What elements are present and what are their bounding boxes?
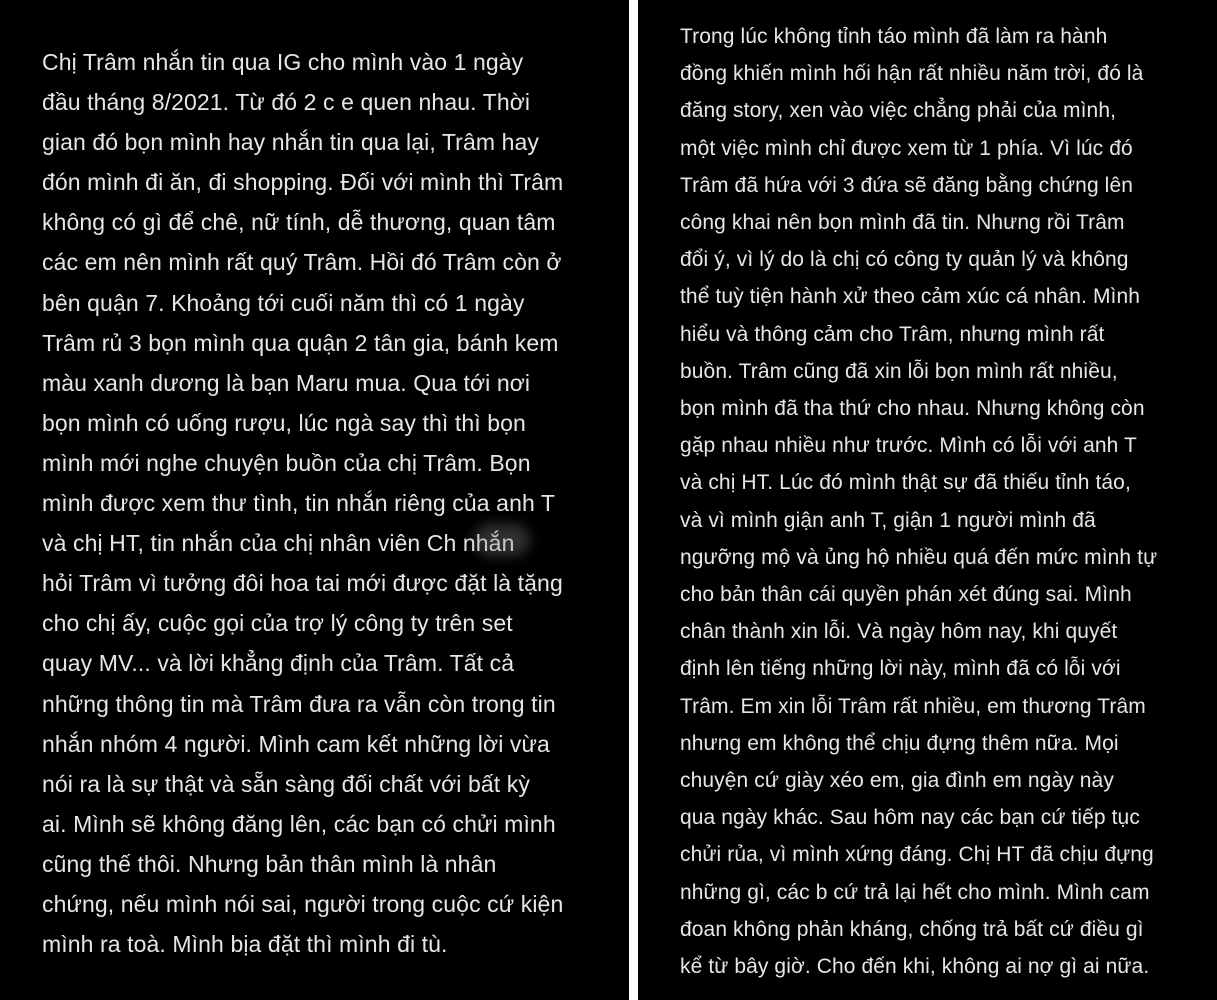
text-line: cho chị ấy, cuộc gọi của trợ lý công ty trên set [42,610,513,637]
text-line: gặp nhau nhiều như trước. Mình có lỗi với anh T [680,434,1137,458]
text-line: và chị HT. Lúc đó mình thật sự đã thiếu tỉnh táo, [680,471,1131,495]
text-line: ai. Mình sẽ không đăng lên, các bạn có chửi mình [42,810,556,837]
text-line: chứng, nếu mình nói sai, người trong cuộc cứ kiện [42,890,564,917]
text-line: nhưng em không thể chịu đựng thêm nữa. Mọi [680,731,1119,755]
text-line: mình mới nghe chuyện buồn của chị Trâm. Bọn [42,449,531,476]
text-line: Trâm rủ 3 bọn mình qua quận 2 tân gia, bánh kem [42,329,559,356]
text-line: các em nên mình rất quý Trâm. Hồi đó Trâm còn ở [42,249,562,276]
text-line: nói ra là sự thật và sẵn sàng đối chất với bất kỳ [42,770,530,797]
text-line: đồng khiến mình hối hận rất nhiều năm trời, đó là [680,62,1144,86]
text-line: chửi rủa, vì mình xứng đáng. Chị HT đã chịu đựng [680,843,1154,867]
text-line: một việc mình chỉ được xem từ 1 phía. Vì lúc đó [680,136,1133,160]
text-line: đầu tháng 8/2021. Từ đó 2 c e quen nhau. Thời [42,89,531,116]
text-line: không có gì để chê, nữ tính, dễ thương, quan tâm [42,209,556,236]
text-line: ngưỡng mộ và ủng hộ nhiều quá đến mức mình tự [680,545,1158,569]
text-line: đoan không phản kháng, chống trả bất cứ điều gì [680,917,1144,941]
text-line: định lên tiếng những lời này, mình đã có lỗi với [680,657,1121,681]
text-line: màu xanh dương là bạn Maru mua. Qua tới nơi [42,369,531,396]
text-line: cho bản thân cái quyền phán xét đúng sai. Mình [680,583,1132,607]
text-line: đăng story, xen vào việc chẳng phải của mình, [680,99,1117,123]
text-line: đón mình đi ăn, đi shopping. Đối với mình thì Trâm [42,169,564,196]
text-line: hiểu và thông cảm cho Trâm, nhưng mình rất [680,322,1105,346]
text-line: Chị Trâm nhắn tin qua IG cho mình vào 1 ngày [42,49,524,75]
text-line: quay MV... và lời khẳng định của Trâm. Tất cả [42,650,515,677]
text-line: cũng thế thôi. Nhưng bản thân mình là nhân [42,850,497,877]
text-line: hỏi Trâm vì tưởng đôi hoa tai mới được đặt là tặng [42,570,563,597]
text-line: thể tuỳ tiện hành xử theo cảm xúc cá nhân. Mình [680,285,1141,309]
text-line: chuyện cứ giày xéo em, gia đình em ngày này [680,769,1114,793]
text-line: và vì mình giận anh T, giận 1 người mình đã [680,508,1096,532]
text-line: và chị HT, tin nhắn của chị nhân viên Ch nhắn [42,530,515,557]
text-line: gian đó bọn mình hay nhắn tin qua lại, Trâm hay [42,129,539,156]
text-line: bọn mình có uống rượu, lúc ngà say thì thì bọn [42,409,526,436]
text-line: công khai nên bọn mình đã tin. Nhưng rồi Trâm [680,211,1125,235]
text-line: qua ngày khác. Sau hôm nay các bạn cứ tiếp tục [680,806,1140,830]
text-line: Trong lúc không tỉnh táo mình đã làm ra hành [680,25,1108,48]
text-line: mình được xem thư tình, tin nhắn riêng của anh T [42,490,556,517]
text-line: buồn. Trâm cũng đã xin lỗi bọn mình rất nhiều, [680,359,1118,383]
text-line: bọn mình đã tha thứ cho nhau. Nhưng không còn [680,397,1145,421]
text-line: kể từ bây giờ. Cho đến khi, không ai nợ gì ai nữa. [680,955,1150,979]
text-line: những gì, các b cứ trả lại hết cho mình. Mình cam [680,880,1150,904]
text-line: những thông tin mà Trâm đưa ra vẫn còn trong tin [42,690,556,717]
text-line: mình ra toà. Mình bịa đặt thì mình đi tù. [42,931,448,958]
text-line: chân thành xin lỗi. Và ngày hôm nay, khi quyết [680,620,1118,644]
text-line: nhắn nhóm 4 người. Mình cam kết những lời vừa [42,730,550,757]
text-line: bên quận 7. Khoảng tới cuối năm thì có 1 ngày [42,289,525,316]
redaction-blur [474,524,530,556]
text-line: Trâm. Em xin lỗi Trâm rất nhiều, em thương Trâm [680,694,1146,718]
text-line: đổi ý, vì lý do là chị có công ty quản lý và không [680,248,1129,272]
text-line: Trâm đã hứa với 3 đứa sẽ đăng bằng chứng lên [680,173,1133,197]
right-text-panel [638,0,1217,1000]
